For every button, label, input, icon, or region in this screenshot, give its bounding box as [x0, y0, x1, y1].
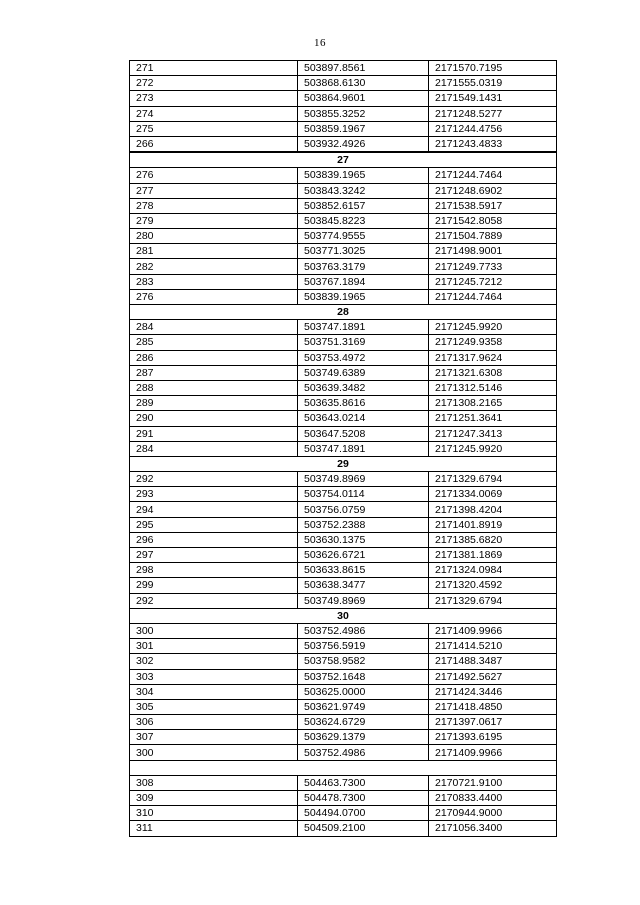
y-coordinate-cell: 2171488.3487: [429, 654, 557, 669]
x-coordinate-cell: 503774.9555: [298, 229, 429, 244]
table-row: [130, 517, 557, 532]
x-coordinate-cell: 503625.0000: [298, 684, 429, 699]
y-coordinate-cell: 2171398.4204: [429, 502, 557, 517]
table-row: [130, 350, 557, 365]
point-id-cell: 290: [130, 411, 298, 426]
y-coordinate-cell: 2171401.8919: [429, 517, 557, 532]
table-row: [130, 259, 557, 274]
point-id-cell: 279: [130, 213, 298, 228]
table-row: [130, 106, 557, 121]
y-coordinate-cell: 2171418.4850: [429, 699, 557, 714]
point-id-cell: 309: [130, 791, 298, 806]
table-row: [130, 183, 557, 198]
point-id-cell: 296: [130, 532, 298, 547]
table-row: [130, 806, 557, 821]
table-row: [130, 639, 557, 654]
table-row: [130, 593, 557, 608]
y-coordinate-cell: 2170833.4400: [429, 791, 557, 806]
table-row: [130, 715, 557, 730]
x-coordinate-cell: 503752.1648: [298, 669, 429, 684]
point-id-cell: 295: [130, 517, 298, 532]
table-row: [130, 775, 557, 790]
point-id-cell: 286: [130, 350, 298, 365]
coordinates-table: [129, 60, 557, 837]
table-row: [130, 168, 557, 183]
point-id-cell: 293: [130, 487, 298, 502]
x-coordinate-cell: 503630.1375: [298, 532, 429, 547]
y-coordinate-cell: 2171329.6794: [429, 593, 557, 608]
y-coordinate-cell: 2171324.0984: [429, 563, 557, 578]
y-coordinate-cell: 2171570.7195: [429, 61, 557, 76]
point-id-cell: 266: [130, 136, 298, 152]
table-row: [130, 578, 557, 593]
table-row: [130, 289, 557, 304]
x-coordinate-cell: 503771.3025: [298, 244, 429, 259]
point-id-cell: 300: [130, 745, 298, 760]
point-id-cell: 311: [130, 821, 298, 836]
y-coordinate-cell: 2171244.4756: [429, 121, 557, 136]
table-row: [130, 61, 557, 76]
point-id-cell: 284: [130, 320, 298, 335]
point-id-cell: 292: [130, 472, 298, 487]
point-id-cell: 300: [130, 623, 298, 638]
table-row: [130, 791, 557, 806]
y-coordinate-cell: 2171247.3413: [429, 426, 557, 441]
x-coordinate-cell: 503638.3477: [298, 578, 429, 593]
point-id-cell: 303: [130, 669, 298, 684]
y-coordinate-cell: 2171424.3446: [429, 684, 557, 699]
point-id-cell: 272: [130, 76, 298, 91]
x-coordinate-cell: 503643.0214: [298, 411, 429, 426]
point-id-cell: 278: [130, 198, 298, 213]
page-number: 16: [314, 37, 326, 49]
x-coordinate-cell: 503747.1891: [298, 441, 429, 456]
x-coordinate-cell: 503749.8969: [298, 472, 429, 487]
point-id-cell: 291: [130, 426, 298, 441]
x-coordinate-cell: 503859.1967: [298, 121, 429, 136]
table-row: [130, 411, 557, 426]
x-coordinate-cell: 503747.1891: [298, 320, 429, 335]
point-id-cell: 310: [130, 806, 298, 821]
table-row: [130, 684, 557, 699]
group-header-row: [130, 152, 557, 168]
table-row: [130, 198, 557, 213]
y-coordinate-cell: 2171538.5917: [429, 198, 557, 213]
table-row: [130, 426, 557, 441]
table-row: [130, 563, 557, 578]
y-coordinate-cell: 2170721.9100: [429, 775, 557, 790]
point-id-cell: 288: [130, 380, 298, 395]
point-id-cell: 307: [130, 730, 298, 745]
y-coordinate-cell: 2171312.5146: [429, 380, 557, 395]
x-coordinate-cell: 503751.3169: [298, 335, 429, 350]
y-coordinate-cell: 2171244.7464: [429, 168, 557, 183]
y-coordinate-cell: 2171249.7733: [429, 259, 557, 274]
group-header-row: [130, 456, 557, 471]
table-row: [130, 441, 557, 456]
point-id-cell: 282: [130, 259, 298, 274]
table-row: [130, 623, 557, 638]
point-id-cell: 299: [130, 578, 298, 593]
y-coordinate-cell: 2171504.7889: [429, 229, 557, 244]
point-id-cell: 305: [130, 699, 298, 714]
x-coordinate-cell: 503758.9582: [298, 654, 429, 669]
y-coordinate-cell: 2171056.3400: [429, 821, 557, 836]
x-coordinate-cell: 503635.8616: [298, 396, 429, 411]
point-id-cell: 301: [130, 639, 298, 654]
group-label: 27: [130, 152, 557, 168]
blank-cell: [130, 760, 557, 775]
y-coordinate-cell: 2171245.9920: [429, 320, 557, 335]
x-coordinate-cell: 503756.5919: [298, 639, 429, 654]
table-row: [130, 548, 557, 563]
y-coordinate-cell: 2171321.6308: [429, 365, 557, 380]
y-coordinate-cell: 2171409.9966: [429, 623, 557, 638]
y-coordinate-cell: 2171329.6794: [429, 472, 557, 487]
table-row: [130, 532, 557, 547]
table-row: [130, 229, 557, 244]
y-coordinate-cell: 2171248.5277: [429, 106, 557, 121]
y-coordinate-cell: 2171414.5210: [429, 639, 557, 654]
y-coordinate-cell: 2171555.0319: [429, 76, 557, 91]
group-label: 28: [130, 305, 557, 320]
group-label: 29: [130, 456, 557, 471]
table-row: [130, 472, 557, 487]
point-id-cell: 304: [130, 684, 298, 699]
table-row: [130, 365, 557, 380]
x-coordinate-cell: 503647.5208: [298, 426, 429, 441]
y-coordinate-cell: 2171397.0617: [429, 715, 557, 730]
table-row: [130, 502, 557, 517]
point-id-cell: 277: [130, 183, 298, 198]
x-coordinate-cell: 503843.3242: [298, 183, 429, 198]
point-id-cell: 271: [130, 61, 298, 76]
x-coordinate-cell: 503639.3482: [298, 380, 429, 395]
table-row: [130, 396, 557, 411]
table-row: [130, 213, 557, 228]
table-row: [130, 121, 557, 136]
y-coordinate-cell: 2171549.1431: [429, 91, 557, 106]
y-coordinate-cell: 2171542.8058: [429, 213, 557, 228]
y-coordinate-cell: 2171244.7464: [429, 289, 557, 304]
point-id-cell: 274: [130, 106, 298, 121]
y-coordinate-cell: 2171243.4833: [429, 136, 557, 152]
y-coordinate-cell: 2171381.1869: [429, 548, 557, 563]
x-coordinate-cell: 503855.3252: [298, 106, 429, 121]
point-id-cell: 297: [130, 548, 298, 563]
point-id-cell: 308: [130, 775, 298, 790]
x-coordinate-cell: 503621.9749: [298, 699, 429, 714]
y-coordinate-cell: 2170944.9000: [429, 806, 557, 821]
x-coordinate-cell: 503756.0759: [298, 502, 429, 517]
blank-separator-row: [130, 760, 557, 775]
x-coordinate-cell: 503749.8969: [298, 593, 429, 608]
x-coordinate-cell: 503749.6389: [298, 365, 429, 380]
table-row: [130, 91, 557, 106]
y-coordinate-cell: 2171393.6195: [429, 730, 557, 745]
x-coordinate-cell: 504509.2100: [298, 821, 429, 836]
table-row: [130, 380, 557, 395]
x-coordinate-cell: 503633.8615: [298, 563, 429, 578]
table-row: [130, 730, 557, 745]
y-coordinate-cell: 2171320.4592: [429, 578, 557, 593]
x-coordinate-cell: 503752.4986: [298, 745, 429, 760]
point-id-cell: 275: [130, 121, 298, 136]
point-id-cell: 281: [130, 244, 298, 259]
y-coordinate-cell: 2171248.6902: [429, 183, 557, 198]
table-row: [130, 654, 557, 669]
point-id-cell: 273: [130, 91, 298, 106]
point-id-cell: 302: [130, 654, 298, 669]
table-row: [130, 745, 557, 760]
x-coordinate-cell: 503767.1894: [298, 274, 429, 289]
y-coordinate-cell: 2171249.9358: [429, 335, 557, 350]
x-coordinate-cell: 503752.4986: [298, 623, 429, 638]
x-coordinate-cell: 504478.7300: [298, 791, 429, 806]
table-row: [130, 699, 557, 714]
x-coordinate-cell: 503839.1965: [298, 168, 429, 183]
x-coordinate-cell: 503864.9601: [298, 91, 429, 106]
table-row: [130, 669, 557, 684]
x-coordinate-cell: 503763.3179: [298, 259, 429, 274]
table-row: [130, 487, 557, 502]
y-coordinate-cell: 2171492.5627: [429, 669, 557, 684]
x-coordinate-cell: 503932.4926: [298, 136, 429, 152]
y-coordinate-cell: 2171498.9001: [429, 244, 557, 259]
point-id-cell: 289: [130, 396, 298, 411]
table-row: [130, 274, 557, 289]
point-id-cell: 276: [130, 289, 298, 304]
y-coordinate-cell: 2171308.2165: [429, 396, 557, 411]
point-id-cell: 287: [130, 365, 298, 380]
x-coordinate-cell: 503839.1965: [298, 289, 429, 304]
group-header-row: [130, 305, 557, 320]
group-header-row: [130, 608, 557, 623]
point-id-cell: 283: [130, 274, 298, 289]
y-coordinate-cell: 2171317.9624: [429, 350, 557, 365]
y-coordinate-cell: 2171385.6820: [429, 532, 557, 547]
y-coordinate-cell: 2171334.0069: [429, 487, 557, 502]
point-id-cell: 276: [130, 168, 298, 183]
x-coordinate-cell: 504494.0700: [298, 806, 429, 821]
x-coordinate-cell: 503753.4972: [298, 350, 429, 365]
point-id-cell: 294: [130, 502, 298, 517]
y-coordinate-cell: 2171245.7212: [429, 274, 557, 289]
coordinates-table-body: [130, 61, 557, 837]
table-row: [130, 821, 557, 836]
x-coordinate-cell: 503629.1379: [298, 730, 429, 745]
table-row: [130, 136, 557, 152]
y-coordinate-cell: 2171245.9920: [429, 441, 557, 456]
point-id-cell: 285: [130, 335, 298, 350]
x-coordinate-cell: 503624.6729: [298, 715, 429, 730]
x-coordinate-cell: 503754.0114: [298, 487, 429, 502]
point-id-cell: 306: [130, 715, 298, 730]
table-row: [130, 76, 557, 91]
x-coordinate-cell: 503752.2388: [298, 517, 429, 532]
group-label: 30: [130, 608, 557, 623]
table-row: [130, 335, 557, 350]
point-id-cell: 284: [130, 441, 298, 456]
x-coordinate-cell: 503626.6721: [298, 548, 429, 563]
point-id-cell: 298: [130, 563, 298, 578]
x-coordinate-cell: 503852.6157: [298, 198, 429, 213]
y-coordinate-cell: 2171409.9966: [429, 745, 557, 760]
table-row: [130, 244, 557, 259]
table-row: [130, 320, 557, 335]
point-id-cell: 292: [130, 593, 298, 608]
x-coordinate-cell: 503897.8561: [298, 61, 429, 76]
x-coordinate-cell: 504463.7300: [298, 775, 429, 790]
x-coordinate-cell: 503845.8223: [298, 213, 429, 228]
point-id-cell: 280: [130, 229, 298, 244]
y-coordinate-cell: 2171251.3641: [429, 411, 557, 426]
x-coordinate-cell: 503868.6130: [298, 76, 429, 91]
